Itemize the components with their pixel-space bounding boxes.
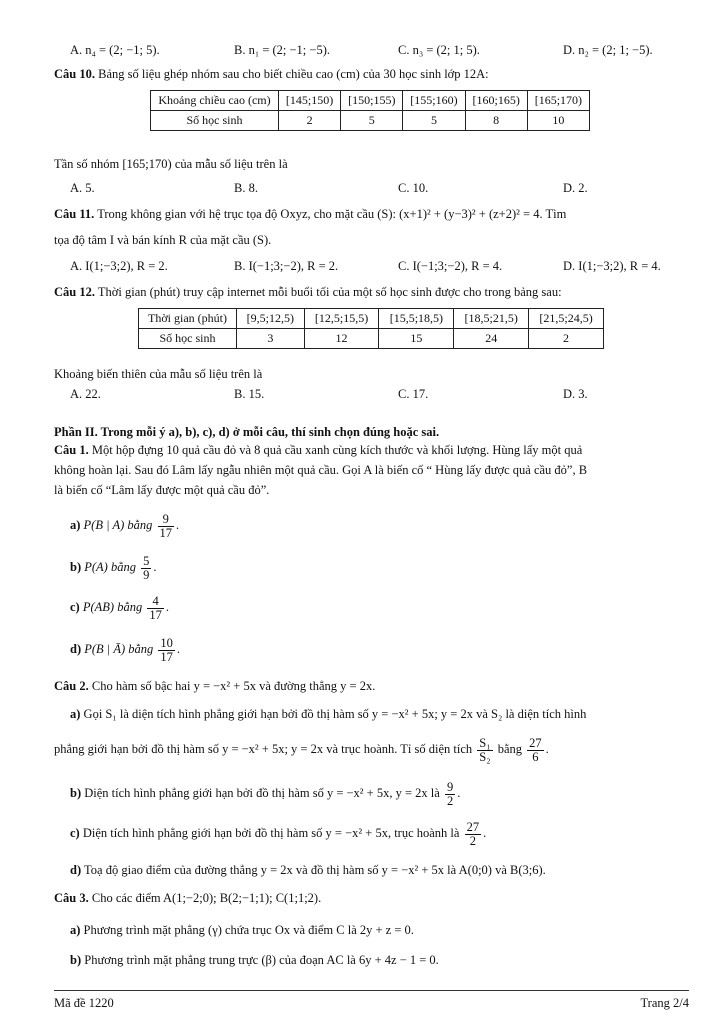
numerator: 27: [529, 735, 542, 750]
c1-text1: Một hộp đựng 10 quả cầu đỏ và 8 quả cầu xanh cùng kích thước và khối lượng. Hùng lấy một quả: [91, 443, 583, 457]
q10-count-cell: 5: [341, 111, 403, 131]
fraction: [527, 737, 544, 764]
item-letter: c): [70, 600, 80, 614]
c1-text3: là biến cố “Lâm lấy được một quả cầu đỏ”.: [54, 483, 270, 497]
q10-text: Bảng số liệu ghép nhóm sau cho biết chiều cao (cm) của 30 học sinh lớp 12A:: [98, 67, 489, 81]
c3-stem: [54, 890, 689, 906]
q11-text1: Trong không gian với hệ trục tọa độ Oxyz, cho mặt cầu (S): (x+1)² + (y−3)² + (z+2)² = 4. Tìm: [97, 207, 567, 221]
item-letter: d): [70, 642, 82, 656]
q9-option-c: C. n₃ = (2; 1; 5).: [398, 43, 480, 57]
part2-title-text: Phần II. Trong mỗi ý a), b), c), d) ở mỗi câu, thí sinh chọn đúng hoặc sai.: [54, 425, 440, 439]
denominator: 9: [143, 567, 150, 582]
fraction: [147, 595, 164, 622]
denominator: 2: [469, 833, 476, 848]
denominator: 2: [446, 793, 454, 808]
footer-divider: [54, 990, 689, 991]
item-letter: a): [70, 923, 81, 937]
q11-option-c: C. I(−1;3;−2), R = 4.: [398, 259, 503, 273]
fraction: [158, 637, 175, 664]
q12-option-c: C. 17.: [398, 387, 429, 401]
c3-label: Câu 3.: [54, 891, 89, 905]
q9-option-b: B. n₁ = (2; −1; −5).: [234, 43, 330, 57]
q12-interval-cell: [12,5;15,5): [304, 309, 379, 329]
q10-interval-cell: [165;170): [527, 91, 589, 111]
q12-count-cell: 12: [304, 329, 379, 349]
c2-d-text: Toạ độ giao điểm của đường thẳng y = 2x và đồ thị hàm số y = −x² + 5x là A(0;0) và B(3;6).: [84, 863, 546, 877]
c1-item-d: d) P(B | Ā) bằng $\frac{10}{17}$ .: [70, 635, 181, 664]
q10-stem: [54, 66, 689, 82]
numerator: 10: [160, 635, 173, 650]
q11-option-d: D. I(1;−3;2), R = 4.: [563, 259, 661, 273]
c1-stem: [54, 442, 689, 458]
fraction: [141, 555, 151, 582]
item-letter: c): [70, 826, 80, 840]
numerator: 5: [143, 553, 150, 568]
fraction: [477, 737, 492, 764]
c3-text: Cho các điểm A(1;−2;0); B(2;−1;1); C(1;1;2).: [91, 891, 322, 905]
c1-text2: không hoàn lại. Sau đó Lâm lấy ngẫu nhiên một quả cầu. Gọi A là biến cố “ Hùng lấy được quả cầu đỏ”, B: [54, 463, 588, 477]
q10-option-b: B. 8.: [234, 181, 258, 195]
fraction: [465, 821, 482, 848]
q12-interval-cell: [18,5;21,5): [454, 309, 529, 329]
c2-stem: [54, 678, 689, 694]
c2-label: Câu 2.: [54, 679, 89, 693]
q11-stem: [54, 206, 689, 222]
c3-b-text: Phương trình mặt phẳng trung trực (β) của đoạn AC là 6y + 4z − 1 = 0.: [84, 953, 439, 967]
q12-stem: [54, 284, 689, 300]
fraction: [158, 513, 175, 540]
denominator: S₂: [479, 749, 491, 764]
numerator: 9: [158, 513, 175, 527]
denominator: 6: [532, 749, 539, 764]
c2-item-d: [70, 862, 689, 878]
numerator: 4: [147, 595, 164, 609]
q12-question: Khoảng biến thiên của mẫu số liệu trên là: [54, 367, 263, 381]
q10-count-cell: 10: [527, 111, 589, 131]
q12-count-cell: 15: [379, 329, 454, 349]
item-letter: b): [70, 786, 82, 800]
table-row: [151, 111, 590, 131]
q10-table: [150, 90, 590, 131]
numerator: 9: [446, 779, 454, 794]
q10-interval-cell: [160;165): [465, 91, 527, 111]
c2-item-c: c) Diện tích hình phẳng giới hạn bởi đồ thị hàm số y = −x² + 5x, trục hoành là $\frac{27}{2}$ .: [70, 819, 487, 848]
c2-a2: phẳng giới hạn bởi đồ thị hàm số y = −x² + 5x; y = 2x và trục hoành. Tỉ số diện tích: [54, 742, 473, 756]
q11-option-a: A. I(1;−3;2), R = 2.: [70, 259, 168, 273]
c3-a-text: Phương trình mặt phẳng (γ) chứa trục Ox và điểm C là 2y + z = 0.: [83, 923, 414, 937]
c3-item-b: [70, 952, 689, 968]
c3-item-a: [70, 922, 689, 938]
c1-c-expr: P(AB) bằng: [82, 600, 143, 614]
c1-label: Câu 1.: [54, 443, 89, 457]
part2-title: [54, 424, 689, 440]
q9-option-a: A. n₄ = (2; −1; 5).: [70, 43, 160, 57]
c2-item-b: b) Diện tích hình phẳng giới hạn bởi đồ thị hàm số y = −x² + 5x, y = 2x là $\frac{9}{2}$ .: [70, 779, 461, 808]
fraction: [445, 781, 455, 808]
c2-b-text: Diện tích hình phẳng giới hạn bởi đồ thị hàm số y = −x² + 5x, y = 2x là: [84, 786, 440, 800]
q9-option-d: D. n₂ = (2; 1; −5).: [563, 43, 653, 57]
q10-count-cell: 5: [403, 111, 465, 131]
c2-a2-line: phẳng giới hạn bởi đồ thị hàm số y = −x² + 5x; y = 2x và trục hoành. Tỉ số diện tích $\frac{\text{S₁}}{\text{S₂}}$ bằng $\frac{27}{6}$ .: [54, 735, 549, 764]
footer-exam-code: Mã đề 1220: [54, 996, 114, 1010]
q10-label: Câu 10.: [54, 67, 95, 81]
q12-option-d: D. 3.: [563, 387, 588, 401]
q10-interval-cell: [145;150): [279, 91, 341, 111]
q10-count-cell: 2: [279, 111, 341, 131]
c1-b-expr: P(A) bằng: [84, 560, 136, 574]
table-row: [139, 329, 604, 349]
q12-header-label: Thời gian (phút): [139, 309, 237, 329]
c2-item-a: [70, 706, 689, 722]
q12-label: Câu 12.: [54, 285, 95, 299]
item-letter: d): [70, 863, 82, 877]
q12-interval-cell: [15,5;18,5): [379, 309, 454, 329]
c1-d-expr: P(B | Ā) bằng: [84, 642, 154, 656]
table-row: [139, 309, 604, 329]
q10-question: Tần số nhóm [165;170) của mẫu số liệu trên là: [54, 157, 288, 171]
footer-page-number: Trang 2/4: [640, 996, 689, 1010]
q12-interval-cell: [21,5;24,5): [529, 309, 604, 329]
c2-text: Cho hàm số bậc hai y = −x² + 5x và đường thẳng y = 2x.: [91, 679, 376, 693]
q10-option-a: A. 5.: [70, 181, 95, 195]
q10-count-cell: 8: [465, 111, 527, 131]
c1-item-c: c) P(AB) bằng $\frac{4}{17}$ .: [70, 593, 169, 622]
q10-option-d: D. 2.: [563, 181, 588, 195]
c2-c-text: Diện tích hình phẳng giới hạn bởi đồ thị hàm số y = −x² + 5x, trục hoành là: [82, 826, 460, 840]
c2-a-word: bằng: [497, 742, 523, 756]
denominator: 17: [159, 525, 172, 540]
q10-interval-cell: [150;155): [341, 91, 403, 111]
q10-option-c: C. 10.: [398, 181, 429, 195]
item-letter: b): [70, 953, 82, 967]
q12-row-label: Số học sinh: [139, 329, 237, 349]
c1-item-b: b) P(A) bằng $\frac{5}{9}$ .: [70, 553, 157, 582]
q12-count-cell: 3: [237, 329, 305, 349]
item-letter: a): [70, 518, 81, 532]
c1-item-a: a) P(B | A) bằng $\frac{9}{17}$ .: [70, 511, 180, 540]
c2-a1: Gọi S₁ là diện tích hình phẳng giới hạn bởi đồ thị hàm số y = −x² + 5x; y = 2x và S₂ là diện tích hình: [83, 707, 587, 721]
q12-count-cell: 24: [454, 329, 529, 349]
denominator: 17: [149, 607, 162, 622]
q12-text: Thời gian (phút) truy cập internet mỗi buổi tối của một số học sinh được cho trong bảng sau:: [97, 285, 562, 299]
q11-option-b: B. I(−1;3;−2), R = 2.: [234, 259, 339, 273]
q12-option-b: B. 15.: [234, 387, 265, 401]
q12-option-a: A. 22.: [70, 387, 101, 401]
table-row: [151, 91, 590, 111]
q10-header-label: Khoảng chiều cao (cm): [151, 91, 279, 111]
numerator: 27: [466, 819, 480, 834]
q11-text2: tọa độ tâm I và bán kính R của mặt cầu (S).: [54, 233, 272, 247]
q10-row-label: Số học sinh: [151, 111, 279, 131]
q11-label: Câu 11.: [54, 207, 95, 221]
q12-interval-cell: [9,5;12,5): [237, 309, 305, 329]
numerator: S₁: [479, 735, 491, 750]
denominator: 17: [160, 649, 173, 664]
item-letter: b): [70, 560, 82, 574]
item-letter: a): [70, 707, 81, 721]
q12-table: [138, 308, 604, 349]
q12-count-cell: 2: [529, 329, 604, 349]
q10-interval-cell: [155;160): [403, 91, 465, 111]
c1-a-expr: P(B | A) bằng: [83, 518, 153, 532]
